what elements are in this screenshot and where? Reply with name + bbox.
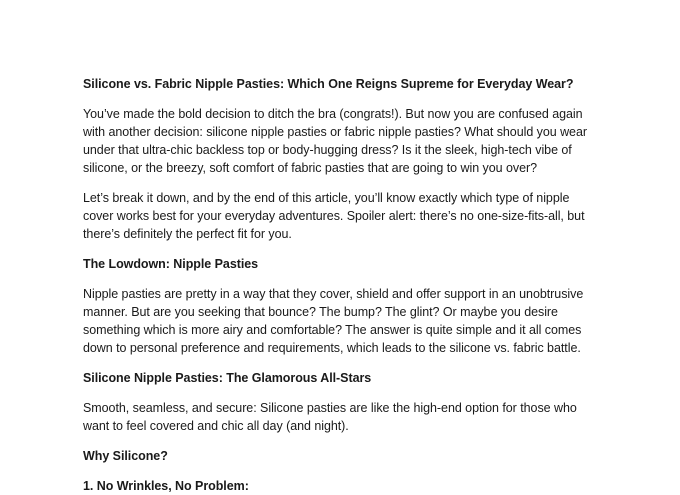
document-title: Silicone vs. Fabric Nipple Pasties: Which One Reigns Supreme for Everyday Wear? bbox=[83, 77, 574, 91]
section-lowdown-heading: The Lowdown: Nipple Pasties bbox=[83, 257, 259, 271]
section-lowdown-paragraph: Nipple pasties are pretty in a way that they cover, shield and offer support in an unobtrusive manner. But are you seeking that bounce? The bump? The glint? Or maybe you desire something which is more airy and comfortable? The answer is quite simple and it all comes down to personal preference and requirements, which leads to the silicone vs. fabric battle. bbox=[83, 287, 584, 355]
section-silicone-paragraph: Smooth, seamless, and secure: Silicone pasties are like the high-end option for those who want to feel covered and chic all day (and night). bbox=[83, 401, 577, 433]
subsection-1-heading: 1. No Wrinkles, No Problem: bbox=[83, 479, 249, 493]
intro-paragraph: You’ve made the bold decision to ditch the bra (congrats!). But now you are confused again with another decision: silicone nipple pasties or fabric nipple pasties? What should you wear under that ultra-chic backless top or body-hugging dress? Is it the sleek, high-tech vibe of silicone, or the breezy, soft comfort of fabric pasties that are going to win you over? bbox=[83, 107, 587, 175]
breakdown-paragraph: Let’s break it down, and by the end of this article, you’ll know exactly which type of nipple cover works best for your everyday adventures. Spoiler alert: there’s no one-size-fits-all, but there’s definitely the perfect fit for you. bbox=[83, 191, 585, 241]
document-body bbox=[83, 75, 603, 495]
section-silicone-heading: Silicone Nipple Pasties: The Glamorous All-Stars bbox=[83, 371, 372, 385]
section-why-heading: Why Silicone? bbox=[83, 449, 168, 463]
